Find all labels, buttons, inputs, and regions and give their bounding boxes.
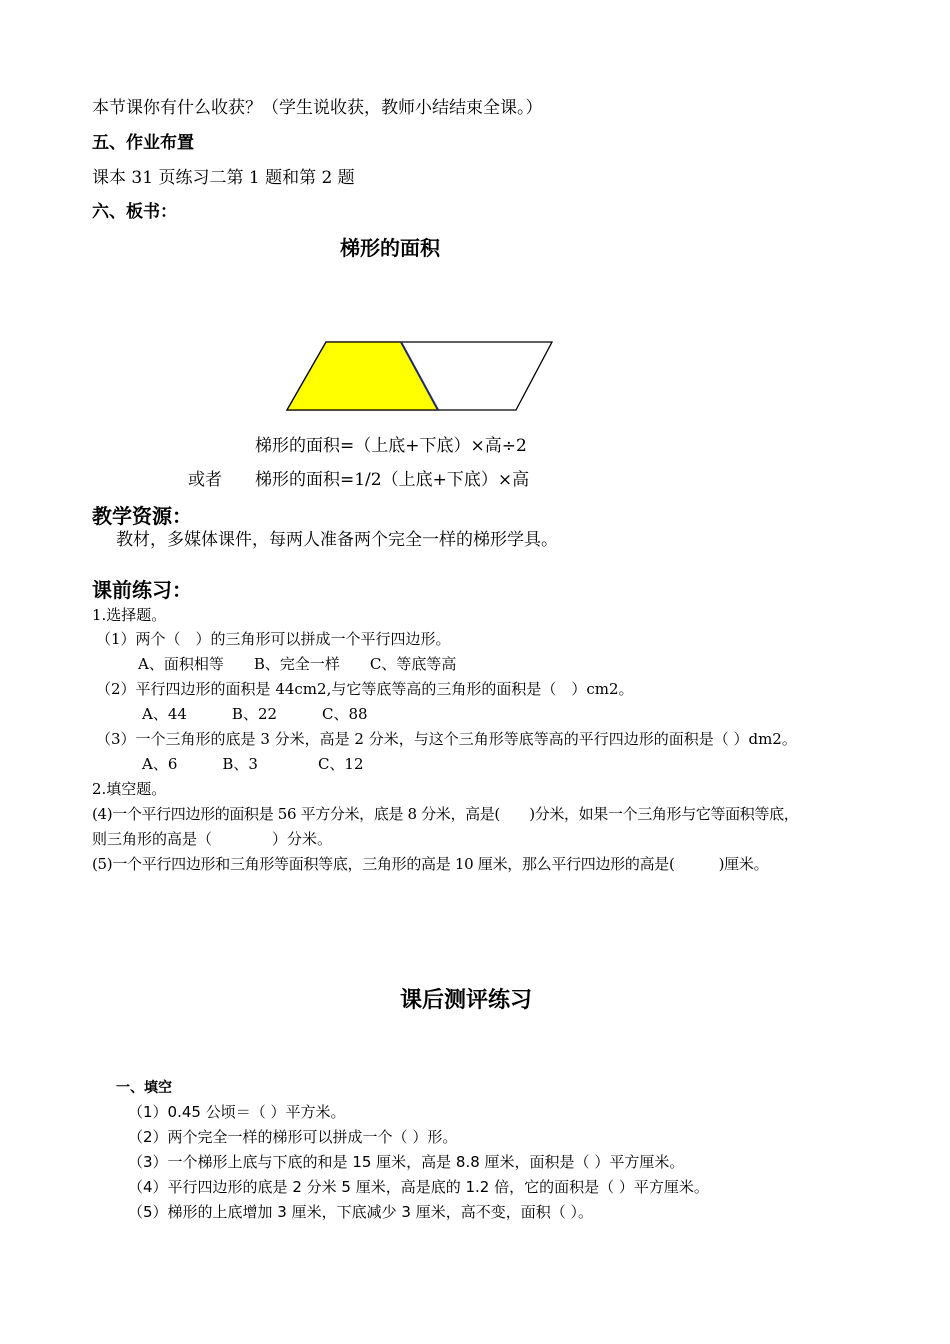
summary-question: 本节课你有什么收获？（学生说收获，教师小结结束全课。） — [92, 98, 543, 118]
yellow-trapezoid — [287, 342, 438, 410]
post-test-section-heading: 一、填空 — [116, 1080, 172, 1096]
post-test-item: （2）两个完全一样的梯形可以拼成一个（ ）形。 — [128, 1128, 458, 1146]
formula-or: 或者 — [188, 470, 222, 490]
question-1-options: A、面积相等 B、完全一样 C、等底等高 — [138, 655, 457, 673]
question-2-options: A、44 B、22 C、88 — [142, 705, 368, 723]
board-title: 梯形的面积 — [340, 236, 440, 260]
question-1: （1）两个（ ）的三角形可以拼成一个平行四边形。 — [96, 630, 451, 648]
pre-practice-heading: 课前练习： — [92, 578, 192, 602]
question-5: (5)一个平行四边形和三角形等面积等底，三角形的高是 10 厘米，那么平行四边形的高是( )厘米。 — [92, 855, 769, 873]
board-heading: 六、板书： — [92, 202, 177, 222]
post-test-title: 课后测评练习 — [400, 988, 533, 1013]
question-4-line-2: 则三角形的高是（ ）分米。 — [92, 830, 333, 848]
resources-text: 教材，多媒体课件，每两人准备两个完全一样的梯形学具。 — [116, 530, 558, 550]
resources-heading: 教学资源： — [92, 504, 192, 528]
post-test-item: （4）平行四边形的底是 2 分米 5 厘米，高是底的 1.2 倍，它的面积是（ ）平方厘米。 — [128, 1178, 709, 1196]
question-4-line-1: (4)一个平行四边形的面积是 56 平方分米，底是 8 分米，高是( )分米，如果一个三角形与它等面积等底， — [92, 805, 799, 823]
homework-text: 课本 31 页练习二第 1 题和第 2 题 — [92, 168, 355, 188]
post-test-item: （1）0.45 公顷＝（ ）平方米。 — [128, 1103, 346, 1121]
question-3: （3）一个三角形的底是 3 分米，高是 2 分米，与这个三角形等底等高的平行四边形的面积是（ ）dm2。 — [96, 730, 797, 748]
question-3-options: A、6 B、3 C、12 — [142, 755, 364, 773]
choice-section-label: 1.选择题。 — [92, 606, 167, 624]
homework-heading: 五、作业布置 — [92, 133, 194, 153]
formula-2: 梯形的面积=1/2（上底+下底）×高 — [255, 470, 530, 490]
post-test-item: （5）梯形的上底增加 3 厘米，下底减少 3 厘米，高不变，面积（ ）。 — [128, 1203, 593, 1221]
formula-1: 梯形的面积=（上底+下底）×高÷2 — [255, 436, 527, 456]
trapezoid-parallelogram-figure — [270, 330, 560, 420]
post-test-item: （3）一个梯形上底与下底的和是 15 厘米，高是 8.8 厘米，面积是（ ）平方厘米。 — [128, 1153, 685, 1171]
question-2: （2）平行四边形的面积是 44cm2,与它等底等高的三角形的面积是（ ）cm2。 — [96, 680, 634, 698]
fill-section-label: 2.填空题。 — [92, 780, 167, 798]
